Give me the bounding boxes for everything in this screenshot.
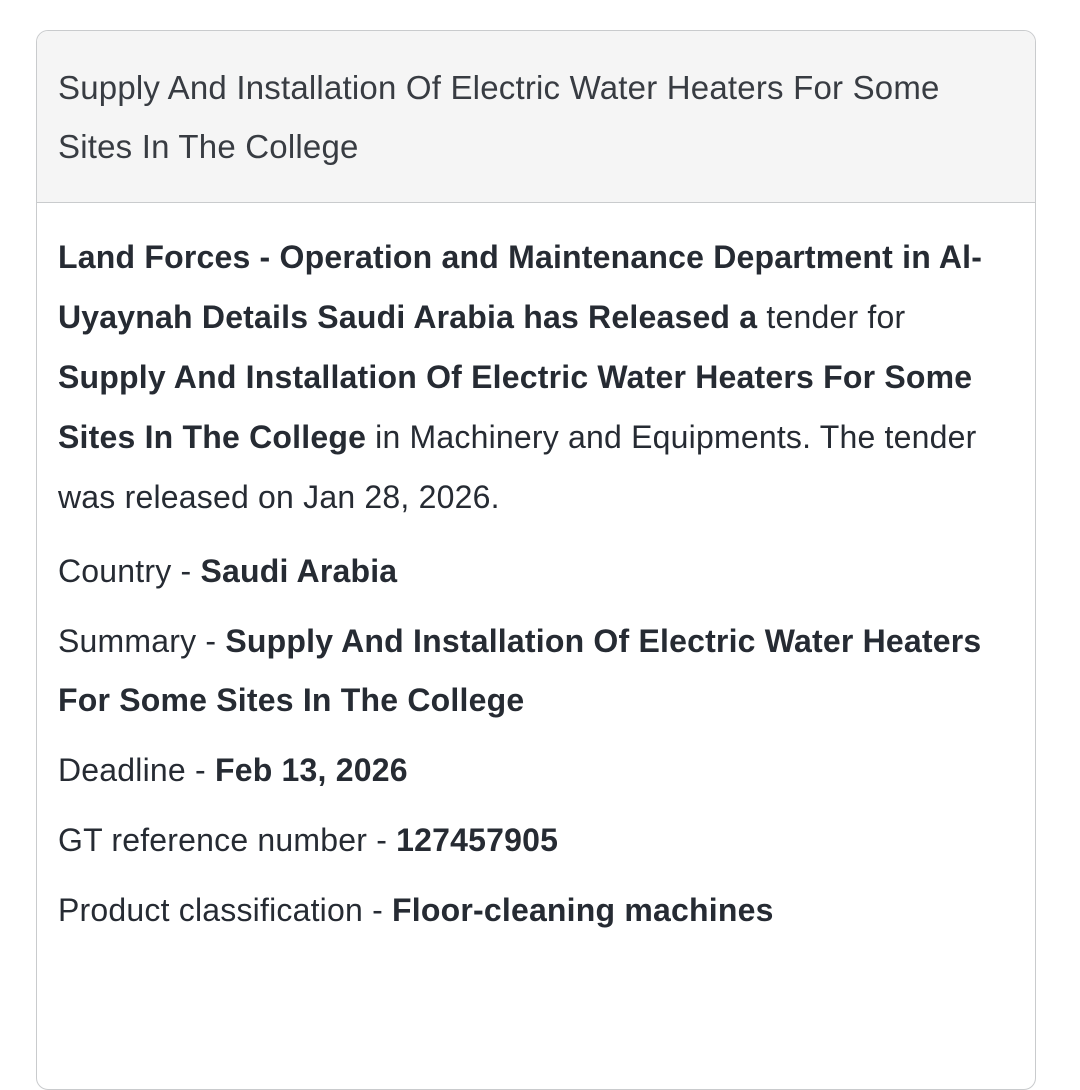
deadline-value: Feb 13, 2026 [214,752,408,788]
description-connector-segment: tender for [766,299,906,335]
detail-row-product-classification [58,881,1015,940]
product-classification-value: Floor-cleaning machines [392,892,774,928]
summary-label: Summary - [58,623,226,659]
description-category-date-segment: in Machinery and Equipments. The tender was released on Jan 28, 2026. [58,419,977,515]
country-label: Country - [58,553,201,589]
gt-reference-label: GT reference number - [58,822,397,858]
summary-value: Supply And Installation Of Electric Water Heaters For Some Sites In The College [58,623,982,718]
tender-description [58,227,1015,527]
tender-card-header [37,31,1035,203]
detail-row-summary [58,612,1015,730]
detail-row-deadline [58,741,1015,800]
tender-card [36,30,1036,1090]
gt-reference-value: 127457905 [396,822,559,858]
country-value: Saudi Arabia [200,553,398,589]
tender-title: Supply And Installation Of Electric Water Heaters For Some Sites In The College [58,69,940,165]
description-title-segment: Supply And Installation Of Electric Water Heaters For Some Sites In The College [58,359,973,455]
detail-row-gt-reference [58,811,1015,870]
detail-row-country [58,542,1015,601]
product-classification-label: Product classification - [58,892,393,928]
deadline-label: Deadline - [58,752,215,788]
description-authority-segment: Land Forces - Operation and Maintenance Department in Al-Uyaynah Details Saudi Arabia has Released a [58,239,983,335]
tender-card-body [37,203,1035,940]
